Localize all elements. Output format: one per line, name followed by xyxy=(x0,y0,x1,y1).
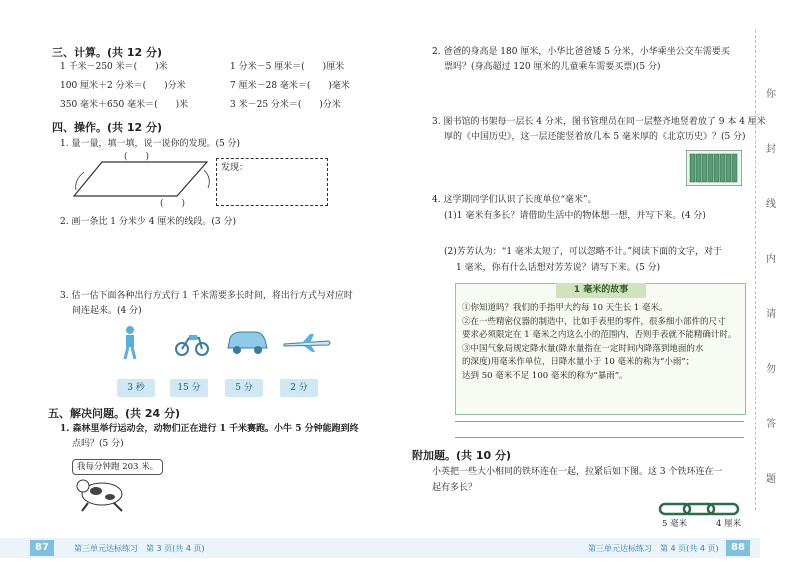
story-line: 达到 50 毫米不足 100 毫米的称为“暴雨”。 xyxy=(462,370,628,381)
section-5-title: 五、解决问题。(共 24 分) xyxy=(48,407,181,420)
question-text: (2)芳芳认为：“1 毫米太短了，可以忽略不计。”阅读下面的文字，对于 xyxy=(444,247,723,257)
page-footer: 第三单元达标练习 第 4 页(共 4 页) xyxy=(588,544,719,553)
binding-char: 请 xyxy=(766,309,776,320)
bookshelf-icon xyxy=(686,150,742,186)
chain-label: 5 毫米 xyxy=(662,519,688,529)
question-text: 厚的《中国历史》，这一层还能竖着放几本 5 毫米厚的《北京历史》？(5 分) xyxy=(444,132,746,142)
calc-item: 1 分米－5 厘米＝( )厘米 xyxy=(230,62,345,72)
question-text: (1)1 毫米有多长？请借助生活中的物体想一想，并写下来。(4 分) xyxy=(444,211,706,221)
answer-line[interactable] xyxy=(455,421,744,422)
motorcycle-icon xyxy=(175,330,209,356)
section-3-title: 三、计算。(共 12 分) xyxy=(52,46,163,59)
binding-char: 答 xyxy=(766,419,776,430)
page-number: 88 xyxy=(726,540,750,556)
story-line: ①你知道吗？我们的手指甲大约每 10 天生长 1 毫米。 xyxy=(462,303,668,313)
story-line: 的深度)用毫米作单位，日降水量小于 10 毫米的称为“小雨”； xyxy=(462,357,695,367)
question-text: 小英把一些大小相同的铁环连在一起，拉紧后如下图。这 3 个铁环连在一 xyxy=(432,467,723,477)
question-text: 1 毫米，你有什么话想对芳芳说？请写下来。(5 分) xyxy=(456,263,661,273)
question-text: 点吗？(5 分) xyxy=(72,439,124,449)
binding-char: 内 xyxy=(766,254,776,265)
calc-item: 100 厘米＋2 分米＝( )分米 xyxy=(60,81,186,91)
binding-char: 勿 xyxy=(766,364,776,375)
finding-box[interactable] xyxy=(216,158,328,206)
question-text: 1. 量一量，填一填，说一说你的发现。(5 分) xyxy=(60,139,241,149)
bonus-title: 附加题。(共 10 分) xyxy=(412,449,512,462)
page-footer: 第三单元达标练习 第 3 页(共 4 页) xyxy=(74,544,205,553)
binding-char: 你 xyxy=(766,89,776,100)
airplane-icon xyxy=(282,333,332,353)
parallelogram-figure xyxy=(72,150,212,208)
time-tag[interactable]: 5 分 xyxy=(225,379,263,397)
chain-rings-figure xyxy=(652,500,748,518)
page-number: 87 xyxy=(30,540,54,556)
calc-item: 7 厘米－28 毫米＝( )毫米 xyxy=(230,81,350,91)
story-box xyxy=(455,283,746,415)
story-line: 要求必须限定在 1 毫米之内这么小的范围内，否则手表就不能精确计时。 xyxy=(462,330,737,340)
question-text: 2. 画一条比 1 分米少 4 厘米的线段。(3 分) xyxy=(60,217,236,227)
speech-bubble: 我每分钟跑 203 米。 xyxy=(72,459,163,475)
question-text: 1. 森林里举行运动会，动物们正在进行 1 千米赛跑。小牛 5 分钟能跑到终 xyxy=(60,424,359,434)
svg-text:( ): ( ) xyxy=(124,152,150,162)
calc-item: 3 米－25 分米＝( )分米 xyxy=(230,100,341,110)
car-icon xyxy=(225,328,269,356)
finding-label: 发现： xyxy=(221,163,249,173)
story-title: 1 毫米的故事 xyxy=(556,283,646,298)
binding-char: 题 xyxy=(766,474,776,485)
story-line: ③中国气象局规定降水量(降水量指在一定时间内降落到地面的水 xyxy=(462,343,704,354)
binding-char: 线 xyxy=(766,199,776,210)
answer-line[interactable] xyxy=(455,437,744,438)
walking-person-icon xyxy=(120,325,140,361)
chain-label: 4 厘米 xyxy=(716,519,742,529)
section-4-title: 四、操作。(共 12 分) xyxy=(52,121,163,134)
binding-char: 封 xyxy=(766,144,776,155)
calf-icon xyxy=(74,474,130,512)
question-text: 2. 爸爸的身高是 180 厘米，小华比爸爸矮 5 分米，小华乘坐公交车需要买 xyxy=(432,47,730,57)
calc-item: 1 千米－250 米＝( )米 xyxy=(60,62,168,72)
time-tag[interactable]: 3 秒 xyxy=(117,379,155,397)
binding-line xyxy=(755,30,756,510)
question-text: 间连起来。(4 分) xyxy=(72,306,142,316)
question-text: 3. 估一估下面各种出行方式行 1 千米需要多长时间，将出行方式与对应时 xyxy=(60,291,353,301)
svg-text:( ): ( ) xyxy=(160,199,186,208)
story-line: ②在一些精密仪器的制造中，比如手表里的零件，很多细小部件的尺寸 xyxy=(462,316,726,327)
question-text: 4. 这学期同学们认识了长度单位“毫米”。 xyxy=(432,195,597,205)
time-tag[interactable]: 2 分 xyxy=(280,379,318,397)
calc-item: 350 毫米＋650 毫米＝( )米 xyxy=(60,100,189,110)
question-text: 起有多长？ xyxy=(432,483,478,493)
time-tag[interactable]: 15 分 xyxy=(170,379,208,397)
question-text: 3. 图书馆的书架每一层长 4 分米，图书管理员在同一层整齐地竖着放了 9 本 4 厘米 xyxy=(432,117,766,127)
question-text: 票吗？(身高超过 120 厘米的儿童乘车需要买票)(5 分) xyxy=(444,62,661,72)
